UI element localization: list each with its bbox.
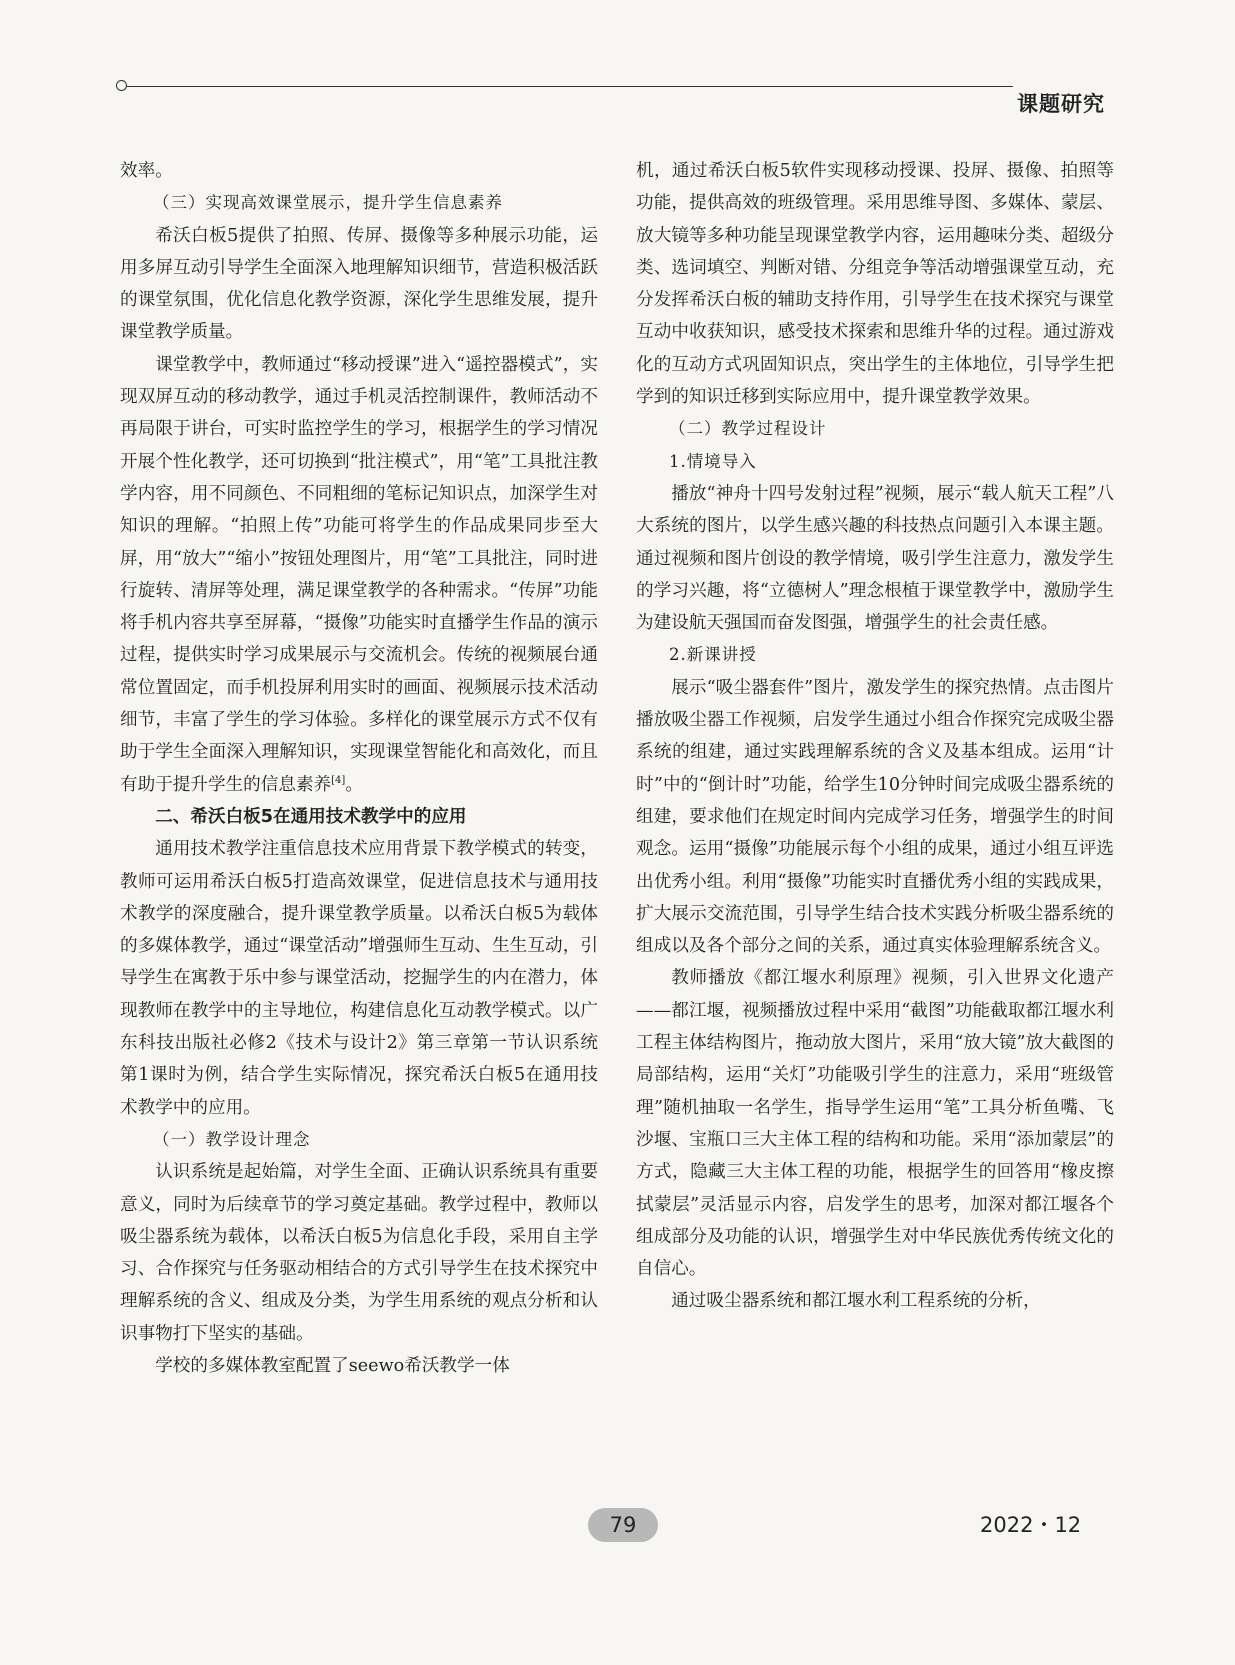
paragraph: 效率。 [120, 161, 173, 181]
page-number: 79 [588, 1508, 658, 1542]
right-column [636, 155, 1114, 1318]
paragraph: 认识系统是起始篇，对学生全面、正确认识系统具有重要意义，同时为后续章节的学习奠定基础。教学过程中，教师以吸尘器系统为载体，以希沃白板5为信息化手段，采用自主学习、合作探究与任务驱动相结合的方式引导学生在技术探究中理解系统的含义、组成及分类，为学生用系统的观点分析和认识事物打下坚实的基础。 [120, 1162, 598, 1344]
subsection-heading: （二）教学过程设计 [669, 419, 827, 439]
paragraph-text: 课堂教学中，教师通过“移动授课”进入“遥控器模式”，实现双屏互动的移动教学，通过手机灵活控制课件，教师活动不再局限于讲台，可实时监控学生的学习，根据学生的学习情况开展个性化教学，还可切换到“批注模式”，用“笔”工具批注教学内容，用不同颜色、不同粗细的笔标记知识点，加深学生对知识的理解。“拍照上传”功能可将学生的作品成果同步至大屏，用“放大”“缩小”按钮处理图片，用“笔”工具批注，同时进行旋转、清屏等处理，满足课堂教学的各种需求。“传屏”功能将手机内容共享至屏幕，“摄像”功能实时直播学生作品的演示过程，提供实时学习成果展示与交流机会。传统的视频展台通常位置固定，而手机投屏利用实时的画面、视频展示技术活动细节，丰富了学生的学习体验。多样化的课堂展示方式不仅有助于学生全面深入理解知识，实现课堂智能化和高效化，而且有助于提升学生的信息素养 [120, 354, 598, 795]
left-column [120, 155, 598, 1382]
subsection-heading: （三）实现高效课堂展示，提升学生信息素养 [153, 193, 503, 213]
paragraph: 希沃白板5提供了拍照、传屏、摄像等多种展示功能，运用多屏互动引导学生全面深入地理解知识细节，营造积极活跃的课堂氛围，优化信息化教学资源，深化学生思维发展，提升课堂教学质量。 [120, 225, 598, 343]
paragraph: 学校的多媒体教室配置了seewo希沃教学一体 [155, 1355, 510, 1376]
step-heading: 2.新课讲授 [669, 645, 757, 665]
header-rule [123, 86, 1013, 87]
paragraph: 通过吸尘器系统和都江堰水利工程系统的分析， [671, 1291, 1041, 1312]
paragraph: 展示“吸尘器套件”图片，激发学生的探究热情。点击图片播放吸尘器工作视频，启发学生通过小组合作探究完成吸尘器系统的组建，通过实践理解系统的含义及基本组成。运用“计时”中的“倒计时”功能，给学生10分钟时间完成吸尘器系统的组建，要求他们在规定时间内完成学习任务，增强学生的时间观念。运用“摄像”功能展示每个小组的成果，通过小组互评选出优秀小组。利用“摄像”功能实时直播优秀小组的实践成果，扩大展示交流范围，引导学生结合技术实践分析吸尘器系统的组成以及各个部分之间的关系，通过真实体验理解系统含义。 [636, 677, 1114, 957]
subsection-heading: （一）教学设计理念 [153, 1129, 311, 1149]
paragraph-end: 。 [345, 774, 363, 795]
paragraph [120, 349, 598, 801]
citation-reference: [4] [331, 774, 346, 786]
section-title: 课题研究 [1017, 92, 1105, 116]
paragraph: 机，通过希沃白板5软件实现移动授课、投屏、摄像、拍照等功能，提供高效的班级管理。采用思维导图、多媒体、蒙层、放大镜等多种功能呈现课堂教学内容，运用趣味分类、超级分类、选词填空、判断对错、分组竞争等活动增强课堂互动，充分发挥希沃白板的辅助支持作用，引导学生在技术探究与课堂互动中收获知识，感受技术探索和思维升华的过程。通过游戏化的互动方式巩固知识点，突出学生的主体地位，引导学生把学到的知识迁移到实际应用中，提升课堂教学效果。 [636, 161, 1114, 408]
section-heading: 二、希沃白板5在通用技术教学中的应用 [155, 806, 467, 827]
header-rule-circle [116, 80, 127, 91]
paragraph: 播放“神舟十四号发射过程”视频，展示“载人航天工程”八大系统的图片，以学生感兴趣的科技热点问题引入本课主题。通过视频和图片创设的教学情境，吸引学生注意力，激发学生的学习兴趣，将“立德树人”理念根植于课堂教学中，激励学生为建设航天强国而奋发图强，增强学生的社会责任感。 [636, 483, 1114, 634]
issue-date: 2022・12 [980, 1513, 1082, 1537]
step-heading: 1.情境导入 [669, 451, 757, 471]
paragraph: 教师播放《都江堰水利原理》视频，引入世界文化遗产——都江堰，视频播放过程中采用“截图”功能截取都江堰水利工程主体结构图片，拖动放大图片，采用“放大镜”放大截图的局部结构，运用“关灯”功能吸引学生的注意力，采用“班级管理”随机抽取一名学生，指导学生运用“笔”工具分析鱼嘴、飞沙堰、宝瓶口三大主体工程的结构和功能。采用“添加蒙层”的方式，隐藏三大主体工程的功能，根据学生的回答用“橡皮擦拭蒙层”灵活显示内容，启发学生的思考，加深对都江堰各个组成部分及功能的认识，增强学生对中华民族优秀传统文化的自信心。 [636, 968, 1114, 1280]
paragraph: 通用技术教学注重信息技术应用背景下教学模式的转变，教师可运用希沃白板5打造高效课堂，促进信息技术与通用技术教学的深度融合，提升课堂教学质量。以希沃白板5为载体的多媒体教学，通过“课堂活动”增强师生互动、生生互动，引导学生在寓教于乐中参与课堂活动，挖掘学生的内在潜力，体现教师在教学中的主导地位，构建信息化互动教学模式。以广东科技出版社必修2《技术与设计2》第三章第一节认识系统第1课时为例，结合学生实际情况，探究希沃白板5在通用技术教学中的应用。 [120, 839, 598, 1118]
